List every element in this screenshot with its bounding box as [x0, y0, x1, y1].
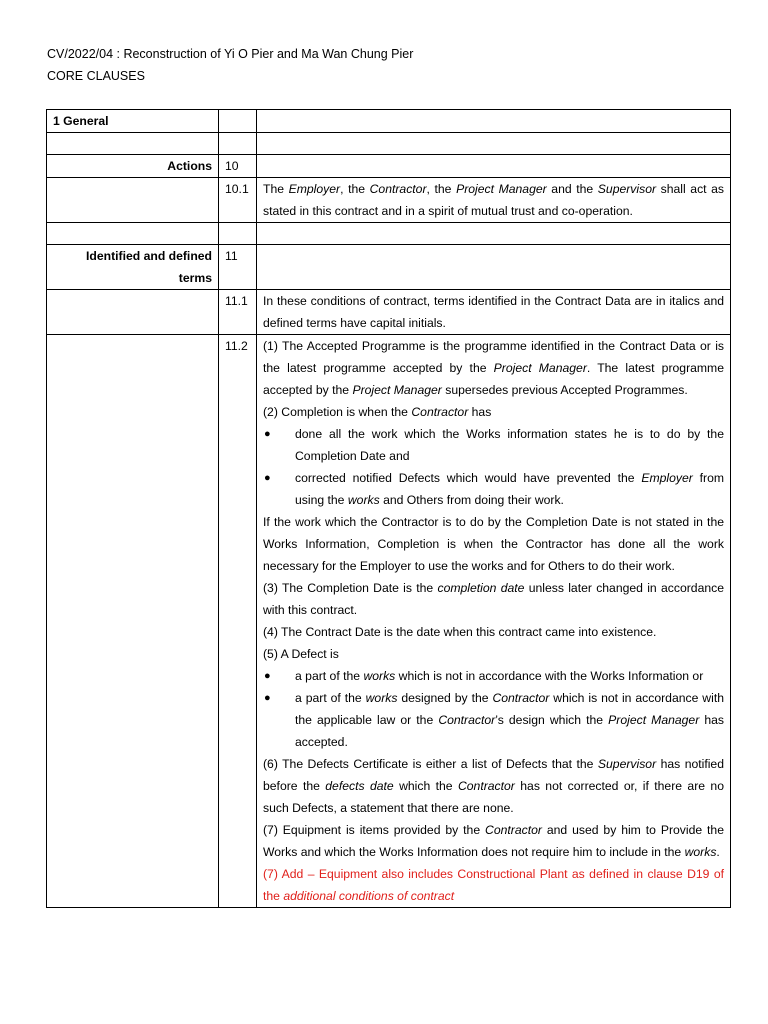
definition-paragraph: (3) The Completion Date is the completion date unless later changed in accordance with this contract. — [263, 581, 724, 617]
bullet-item: ● corrected notified Defects which would have prevented the Employer from using the works and Others from doing their work. — [263, 467, 724, 511]
clause-label: Actions — [47, 155, 219, 178]
clause-row-11 — [47, 245, 731, 290]
spacer-row — [47, 133, 731, 155]
section-row — [47, 110, 731, 133]
definition-paragraph: If the work which the Contractor is to do by the Completion Date is not stated in the Works Information, Completion is when the Contractor has done all the work necessary for the Employer to use the works and for Others to do their work. — [263, 515, 724, 573]
bullet-icon: ● — [264, 692, 271, 704]
subclause-number: 11.1 — [219, 290, 257, 335]
bullet-item: ● done all the work which the Works information states he is to do by the Completion Date and — [263, 423, 724, 467]
definition-paragraph: (1) The Accepted Programme is the programme identified in the Contract Data or is the latest programme accepted by the Project Manager. The latest programme accepted by the Project Manager supersedes previous Accepted Programmes. — [263, 339, 724, 397]
subclause-number: 11.2 — [219, 335, 257, 908]
document-subtitle: CORE CLAUSES — [47, 69, 145, 83]
definition-paragraph: (2) Completion is when the Contractor has — [263, 405, 492, 419]
definition-paragraph: (5) A Defect is — [263, 647, 339, 661]
subclause-number: 10.1 — [219, 178, 257, 223]
clause-row-10 — [47, 155, 731, 178]
definition-paragraph: (7) Equipment is items provided by the Contractor and used by him to Provide the Works and which the Works Information does not require him to include in the works. — [263, 823, 724, 859]
amendment-paragraph: (7) Add – Equipment also includes Constructional Plant as defined in clause D19 of the additional conditions of contract — [263, 867, 724, 903]
subclause-row-11-2 — [47, 335, 731, 908]
clause-label: Identified and defined terms — [47, 245, 219, 290]
clauses-table — [46, 109, 731, 908]
section-title: 1 General — [47, 110, 219, 133]
definition-paragraph: (4) The Contract Date is the date when this contract came into existence. — [263, 625, 657, 639]
definition-paragraph: (6) The Defects Certificate is either a list of Defects that the Supervisor has notified before the defects date which the Contractor has not corrected or, if there are no such Defects, a statement that there are none. — [263, 757, 724, 815]
bullet-icon: ● — [264, 670, 271, 682]
bullet-icon: ● — [264, 472, 271, 484]
subclause-row-10-1 — [47, 178, 731, 223]
document-reference: CV/2022/04 : Reconstruction of Yi O Pier and Ma Wan Chung Pier — [47, 47, 414, 61]
bullet-item: ● a part of the works designed by the Contractor which is not in accordance with the applicable law or the Contractor’s design which the Project Manager has accepted. — [263, 687, 724, 753]
clause-number: 11 — [219, 245, 257, 290]
bullet-item: ● a part of the works which is not in accordance with the Works Information or — [263, 665, 724, 687]
clause-number: 10 — [219, 155, 257, 178]
subclause-text: The Employer, the Contractor, the Project Manager and the Supervisor shall act as stated in this contract and in a spirit of mutual trust and co-operation. — [257, 178, 731, 223]
spacer-row — [47, 223, 731, 245]
subclause-row-11-1 — [47, 290, 731, 335]
subclause-text: In these conditions of contract, terms identified in the Contract Data are in italics and defined terms have capital initials. — [257, 290, 731, 335]
definitions-text — [257, 335, 731, 908]
bullet-icon: ● — [264, 428, 271, 440]
